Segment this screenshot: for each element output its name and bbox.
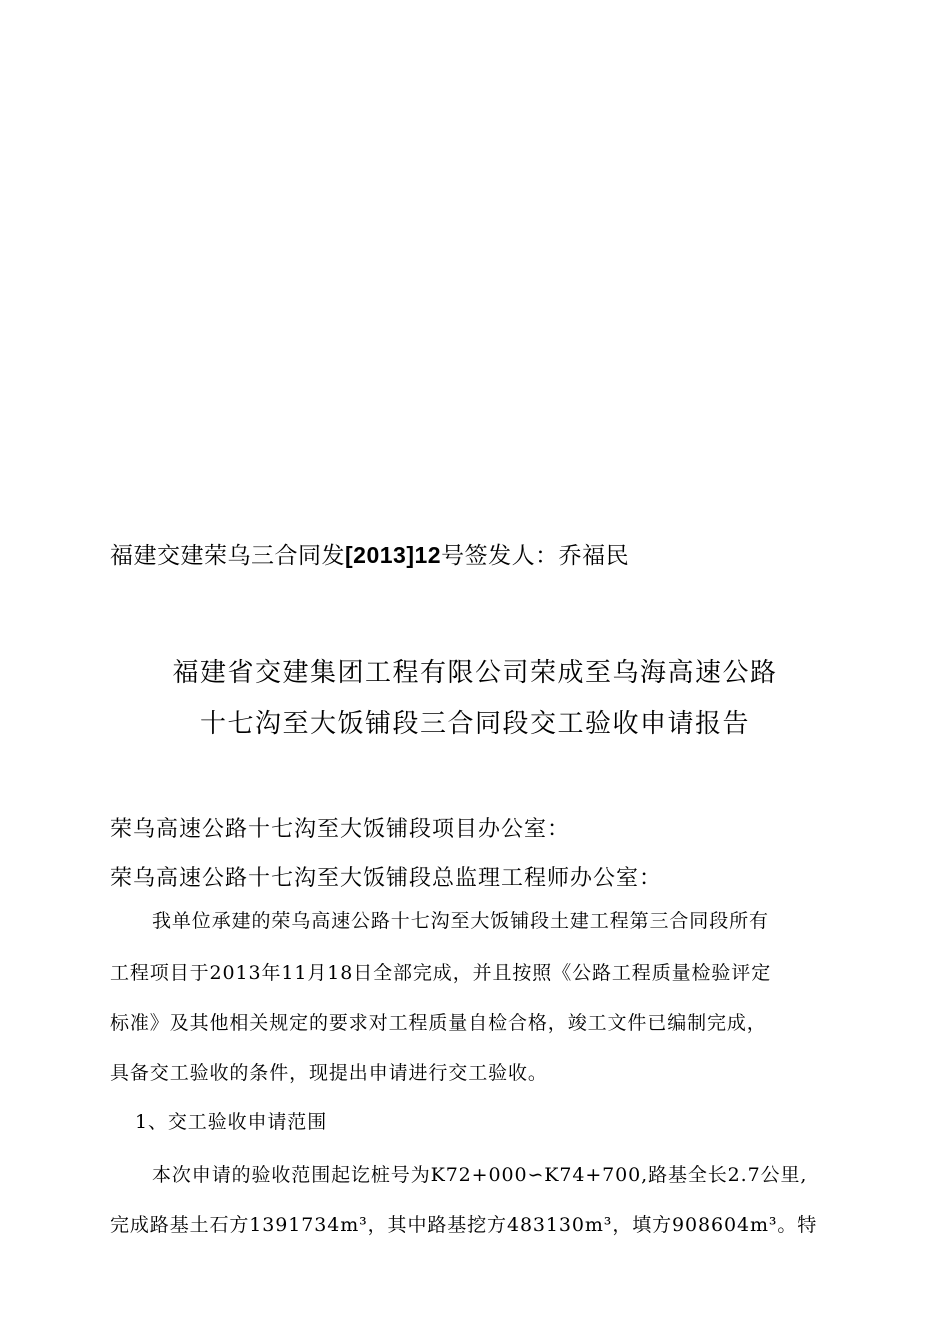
report-title-line-2: 十七沟至大饭铺段三合同段交工验收申请报告 <box>199 709 750 739</box>
section-heading-scope: 1、交工验收申请范围 <box>135 1111 328 1133</box>
paragraph-line: 我单位承建的荣乌高速公路十七沟至大饭铺段土建工程第三合同段所有 <box>152 910 769 932</box>
document-number-prefix: 福建交建荣乌三合同发 <box>110 543 345 569</box>
document-number-value: [2013]12 <box>345 542 442 568</box>
document-number-line <box>110 537 629 570</box>
paragraph-line: 标准》及其他相关规定的要求对工程质量自检合格，竣工文件已编制完成， <box>110 1012 767 1034</box>
paragraph-line: 具备交工验收的条件，现提出申请进行交工验收。 <box>110 1062 548 1084</box>
signatory: 号签发人：乔福民 <box>441 543 630 569</box>
paragraph-line: 工程项目于2013年11月18日全部完成，并且按照《公路工程质量检验评定 <box>110 962 772 984</box>
report-title-line-1: 福建省交建集团工程有限公司荣成至乌海高速公路 <box>172 658 778 688</box>
paragraph-line: 完成路基土石方1391734m³，其中路基挖方483130m³，填方908604m³。特 <box>110 1214 818 1236</box>
paragraph-line: 本次申请的验收范围起讫桩号为K72+000∽K74+700,路基全长2.7公里, <box>152 1164 808 1186</box>
addressee-supervisor-office: 荣乌高速公路十七沟至大饭铺段总监理工程师办公室： <box>110 866 663 891</box>
addressee-project-office: 荣乌高速公路十七沟至大饭铺段项目办公室： <box>110 817 571 842</box>
